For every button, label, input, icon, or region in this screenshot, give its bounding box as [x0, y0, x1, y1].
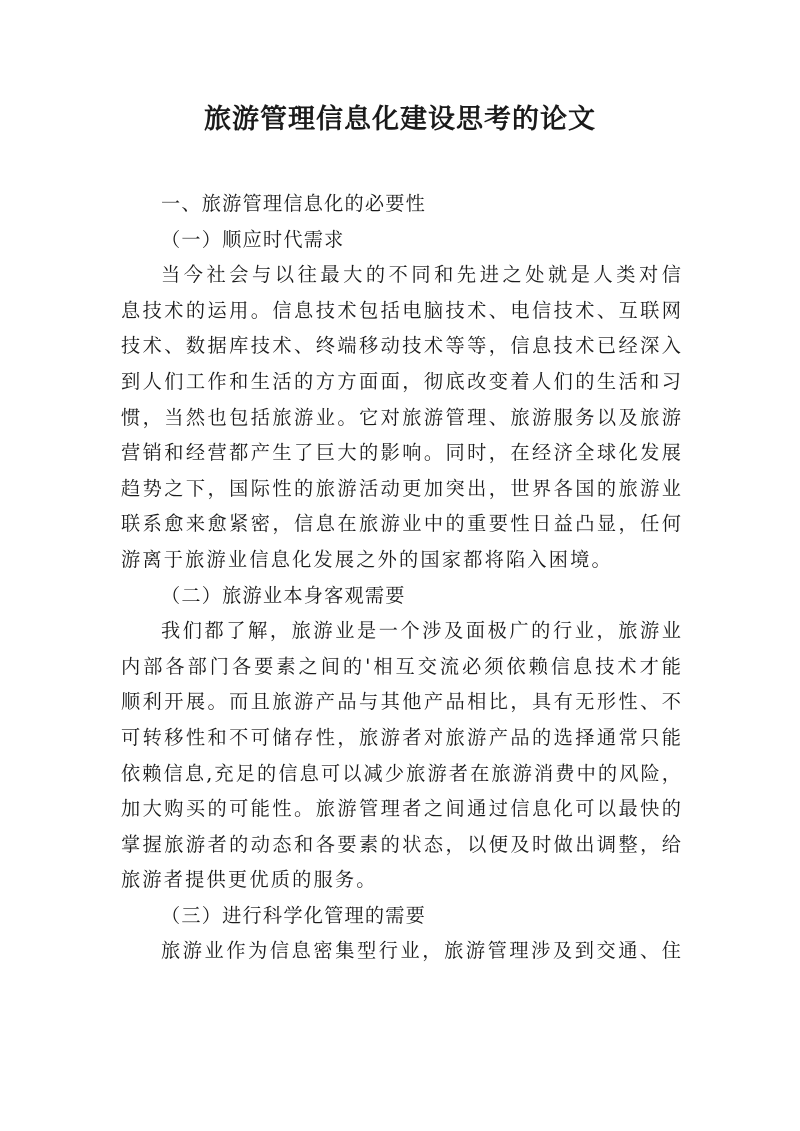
paragraph-line: 可转移性和不可储存性，旅游者对旅游产品的选择通常只能	[121, 725, 681, 749]
paragraph-line: 技术、数据库技术、终端移动技术等等，信息技术已经深入	[121, 334, 681, 358]
subsection-heading: （二）旅游业本身客观需要	[161, 583, 406, 607]
paragraph-line: 当今社会与以往最大的不同和先进之处就是人类对信	[161, 263, 681, 287]
paragraph-line: 息技术的运用。信息技术包括电脑技术、电信技术、互联网	[121, 298, 681, 322]
paragraph-line: 游离于旅游业信息化发展之外的国家都将陷入困境。	[121, 547, 613, 571]
document-title: 旅游管理信息化建设思考的论文	[204, 104, 596, 135]
paragraph-line: 趋势之下，国际性的旅游活动更加突出，世界各国的旅游业	[121, 476, 681, 500]
paragraph-line: 我们都了解，旅游业是一个涉及面极广的行业，旅游业	[161, 619, 681, 643]
paragraph-line: 依赖信息,充足的信息可以减少旅游者在旅游消费中的风险，	[121, 761, 681, 785]
paragraph-line: 顺利开展。而且旅游产品与其他产品相比，具有无形性、不	[121, 690, 681, 714]
paragraph-line: 掌握旅游者的动态和各要素的状态，以便及时做出调整，给	[121, 832, 681, 856]
subsection-heading: （三）进行科学化管理的需要	[161, 903, 427, 927]
paragraph-line: 旅游者提供更优质的服务。	[121, 868, 378, 892]
paragraph-line: 内部各部门各要素之间的'相互交流必须依赖信息技术才能	[121, 654, 681, 678]
section-heading: 一、旅游管理信息化的必要性	[161, 192, 427, 215]
paragraph-line: 联系愈来愈紧密，信息在旅游业中的重要性日益凸显，任何	[121, 512, 681, 536]
subsection-heading: （一）顺应时代需求	[161, 227, 345, 251]
paragraph-line: 营销和经营都产生了巨大的影响。同时，在经济全球化发展	[121, 441, 681, 465]
document-body	[121, 186, 681, 969]
paragraph-line: 旅游业作为信息密集型行业，旅游管理涉及到交通、住	[161, 939, 681, 963]
paragraph-line: 到人们工作和生活的方方面面，彻底改变着人们的生活和习	[121, 369, 681, 393]
paragraph-line: 加大购买的可能性。旅游管理者之间通过信息化可以最快的	[121, 797, 681, 821]
paragraph-line: 惯，当然也包括旅游业。它对旅游管理、旅游服务以及旅游	[121, 405, 681, 429]
